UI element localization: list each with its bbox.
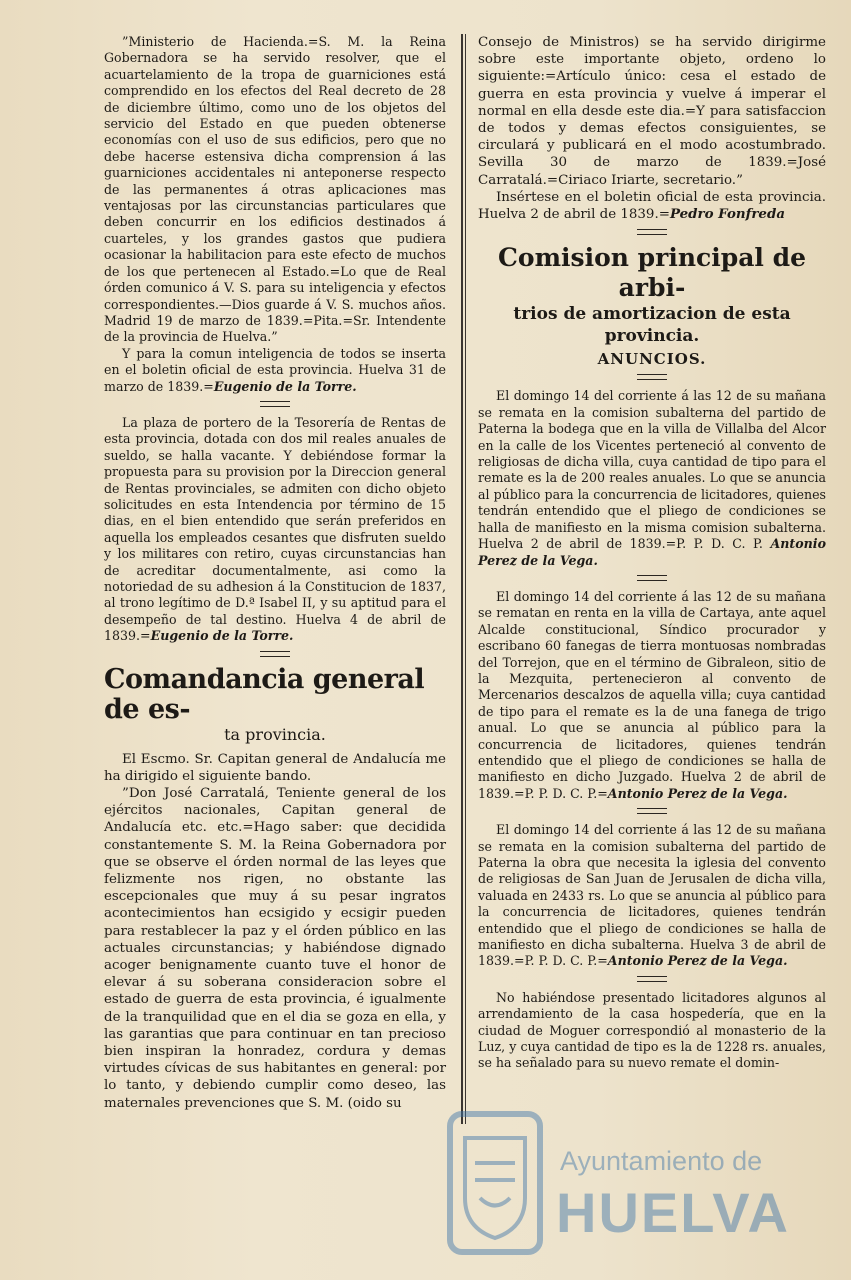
column-divider: [461, 34, 463, 1124]
watermark: [440, 1108, 800, 1268]
announcement: El domingo 14 del corriente á las 12 de su mañana se rematan en renta en la villa de Cartaya, ante aquel Alcalde constitucional, Síndico procurador y escribano 60 fanegas de tierra montuosas nombradas del Torrejon, que en el término de Gibraleon, sitio de la Mezquita, pertenecieron al convento de Mercenarios descalzos de aquella villa; cuya cantidad de tipo para el remate es la de una fanega de trigo anual. Lo que se anuncia al público para la concurrencia de licitadores, quienes tendrán entendido que el pliego de condiciones se halla de manifiesto en dicho Juzgado. Huelva 2 de abril de 1839.=P. P. D. C. P.=Antonio Perez de la Vega.: [478, 588, 826, 801]
left-column: [104, 34, 446, 1112]
hacienda-insert-note: Y para la comun inteligencia de todos se inserta en el boletin oficial de esta provincia. Huelva 31 de marzo de 1839.=Eugenio de la Torre.: [104, 345, 446, 394]
hacienda-order: ”Ministerio de Hacienda.=S. M. la Reina Gobernadora se ha servido resolver, que el acuartelamiento de la tropa de guarniciones está comprendido en los efectos del Real decreto de 28 de diciembre último, como uno de los objetos del servicio del Estado en que pueden obtenerse economías con el uso de sus edificios, pero que no debe hacerse estensiva dicha comprension á las guarniciones accidentales ni anteponerse respecto de las permanentes á otras aplicaciones mas ventajosas por las circunstancias particulares que deben concurrir en los edificios destinados á cuarteles, y los grandes gastos que pudiera ocasionar la habilitacion para este efecto de muchos de los que pertenecen al Estado.=Lo que de Real órden comunico á V. S. para su inteligencia y efectos correspondientes.—Dios guarde á V. S. muchos años. Madrid 19 de marzo de 1839.=Pita.=Sr. Intendente de la provincia de Huelva.”: [104, 34, 446, 345]
watermark-line-2: HUELVA: [556, 1181, 790, 1244]
section-title: Comandancia general de es-: [104, 663, 425, 725]
separator: [637, 374, 667, 380]
section-title-continuation: trios de amortizacion de esta provincia.: [513, 304, 791, 347]
portero-vacancy: La plaza de portero de la Tesorería de Rentas de esta provincia, dotada con dos mil reales anuales de sueldo, se halla vacante. Y debiéndose formar la propuesta para su provision por la Direccion general de Rentas provinciales, se admiten con dicho objeto solicitudes en esta Intendencia por término de 15 dias, en el bien entendido que serán preferidos en aquella los empleados cesantes que disfruten sueldo y los militares con retiro, cuyas circunstancias han de acreditar documentalmente, asi como la notoriedad de su adhesion á la Constitucion de 1837, al trono legítimo de D.ª Isabel II, y su aptitud para el desempeño de tal destino. Huelva 4 de abril de 1839.=Eugenio de la Torre.: [104, 414, 446, 644]
announcement: El domingo 14 del corriente á las 12 de su mañana se remata en la comision subalterna del partido de Paterna la obra que necesita la iglesia del convento de religiosas de San Juan de Jerusalen de dicha villa, valuada en 2433 rs. Lo que se anuncia al público para la concurrencia de licitadores, quienes tendrán entendido que el pliego de condiciones se halla de manifiesto en dicha subalterna. Huelva 3 de abril de 1839.=P. P. D. C. P.=Antonio Perez de la Vega.: [478, 822, 826, 969]
bando-insert-note: Insértese en el boletin oficial de esta provincia. Huelva 2 de abril de 1839.=Pedro Fonfreda: [478, 189, 826, 223]
coat-of-arms-icon: [440, 1108, 550, 1258]
column-divider: [465, 34, 466, 1124]
announcement: No habiéndose presentado licitadores algunos al arrendamiento de la casa hospedería, que en la ciudad de Moguer correspondió al monasterio de la Luz, y cuya cantidad de tipo es la de 1228 rs. anuales, se ha señalado para su nuevo remate el domin-: [478, 989, 826, 1071]
announcements-heading: ANUNCIOS.: [597, 350, 707, 369]
signature: Eugenio de la Torre.: [213, 378, 357, 394]
signature: Pedro Fonfreda: [669, 206, 785, 223]
separator: [637, 808, 667, 814]
right-column: [478, 34, 826, 1072]
separator: [260, 401, 290, 407]
separator: [260, 651, 290, 657]
separator: [637, 229, 667, 235]
bando-text: ”Don José Carratalá, Teniente general de los ejércitos nacionales, Capitan general de Andalucía etc. etc.=Hago saber: que decidida constantemente S. M. la Reina Gobernadora por que se observe el órden normal de las leyes que felizmente nos rigen, no obstante las escepcionales que muy á su pesar ingratos acontecimientos han ecsigido y ecsigir pueden para restablecer la paz y el órden público en las actuales circunstancias; y habiéndose dignado acoger benignamente cuanto tuve el honor de elevar á su soberana consideracion sobre el estado de guerra de esta provincia, é igualmente de la tranquilidad que en el dia se goza en ella, y las garantias que para continuar en tan precioso bien inspiran la honradez, cordura y demas virtudes cívicas de sus habitantes en general: por lo tanto, y debiendo cumplir como deseo, las maternales prevenciones que S. M. (oido su: [104, 786, 446, 1111]
bando-continuation: Consejo de Ministros) se ha servido dirigirme sobre este importante objeto, ordeno lo siguiente:=Artículo único: cesa el estado de guerra en esta provincia y vuelve á imperar el normal en ella desde este dia.=Y para satisfaccion de todos y demas efectos consiguientes, se circulará y publicará en el modo acostumbrado. Sevilla 30 de marzo de 1839.=José Carratalá.=Ciriaco Iriarte, secretario.”: [478, 35, 826, 188]
signature: Eugenio de la Torre.: [150, 628, 294, 644]
separator: [637, 976, 667, 982]
separator: [637, 575, 667, 581]
signature: Antonio Perez de la Vega.: [478, 536, 826, 568]
signature: Antonio Perez de la Vega.: [607, 953, 788, 969]
bando-intro: El Escmo. Sr. Capitan general de Andalucía me ha dirigido el siguiente bando.: [104, 751, 446, 784]
watermark-line-1: Ayuntamiento de: [560, 1146, 763, 1176]
section-title: Comision principal de arbi-: [498, 243, 806, 303]
signature: Antonio Perez de la Vega.: [607, 785, 788, 801]
announcement: El domingo 14 del corriente á las 12 de su mañana se remata en la comision subalterna del partido de Paterna la bodega que en la villa de Villalba del Alcor en la calle de los Vicentes perteneció al convento de religiosas de dicha villa, cuya cantidad de tipo para el remate es la de 200 reales anuales. Lo que se anuncia al público para la concurrencia de licitadores, quienes tendrán entendido que el pliego de condiciones se halla de manifiesto en la misma comision subalterna. Huelva 2 de abril de 1839.=P. P. D. C. P. Antonio Perez de la Vega.: [478, 388, 826, 568]
section-title-continuation: ta provincia.: [224, 724, 326, 744]
